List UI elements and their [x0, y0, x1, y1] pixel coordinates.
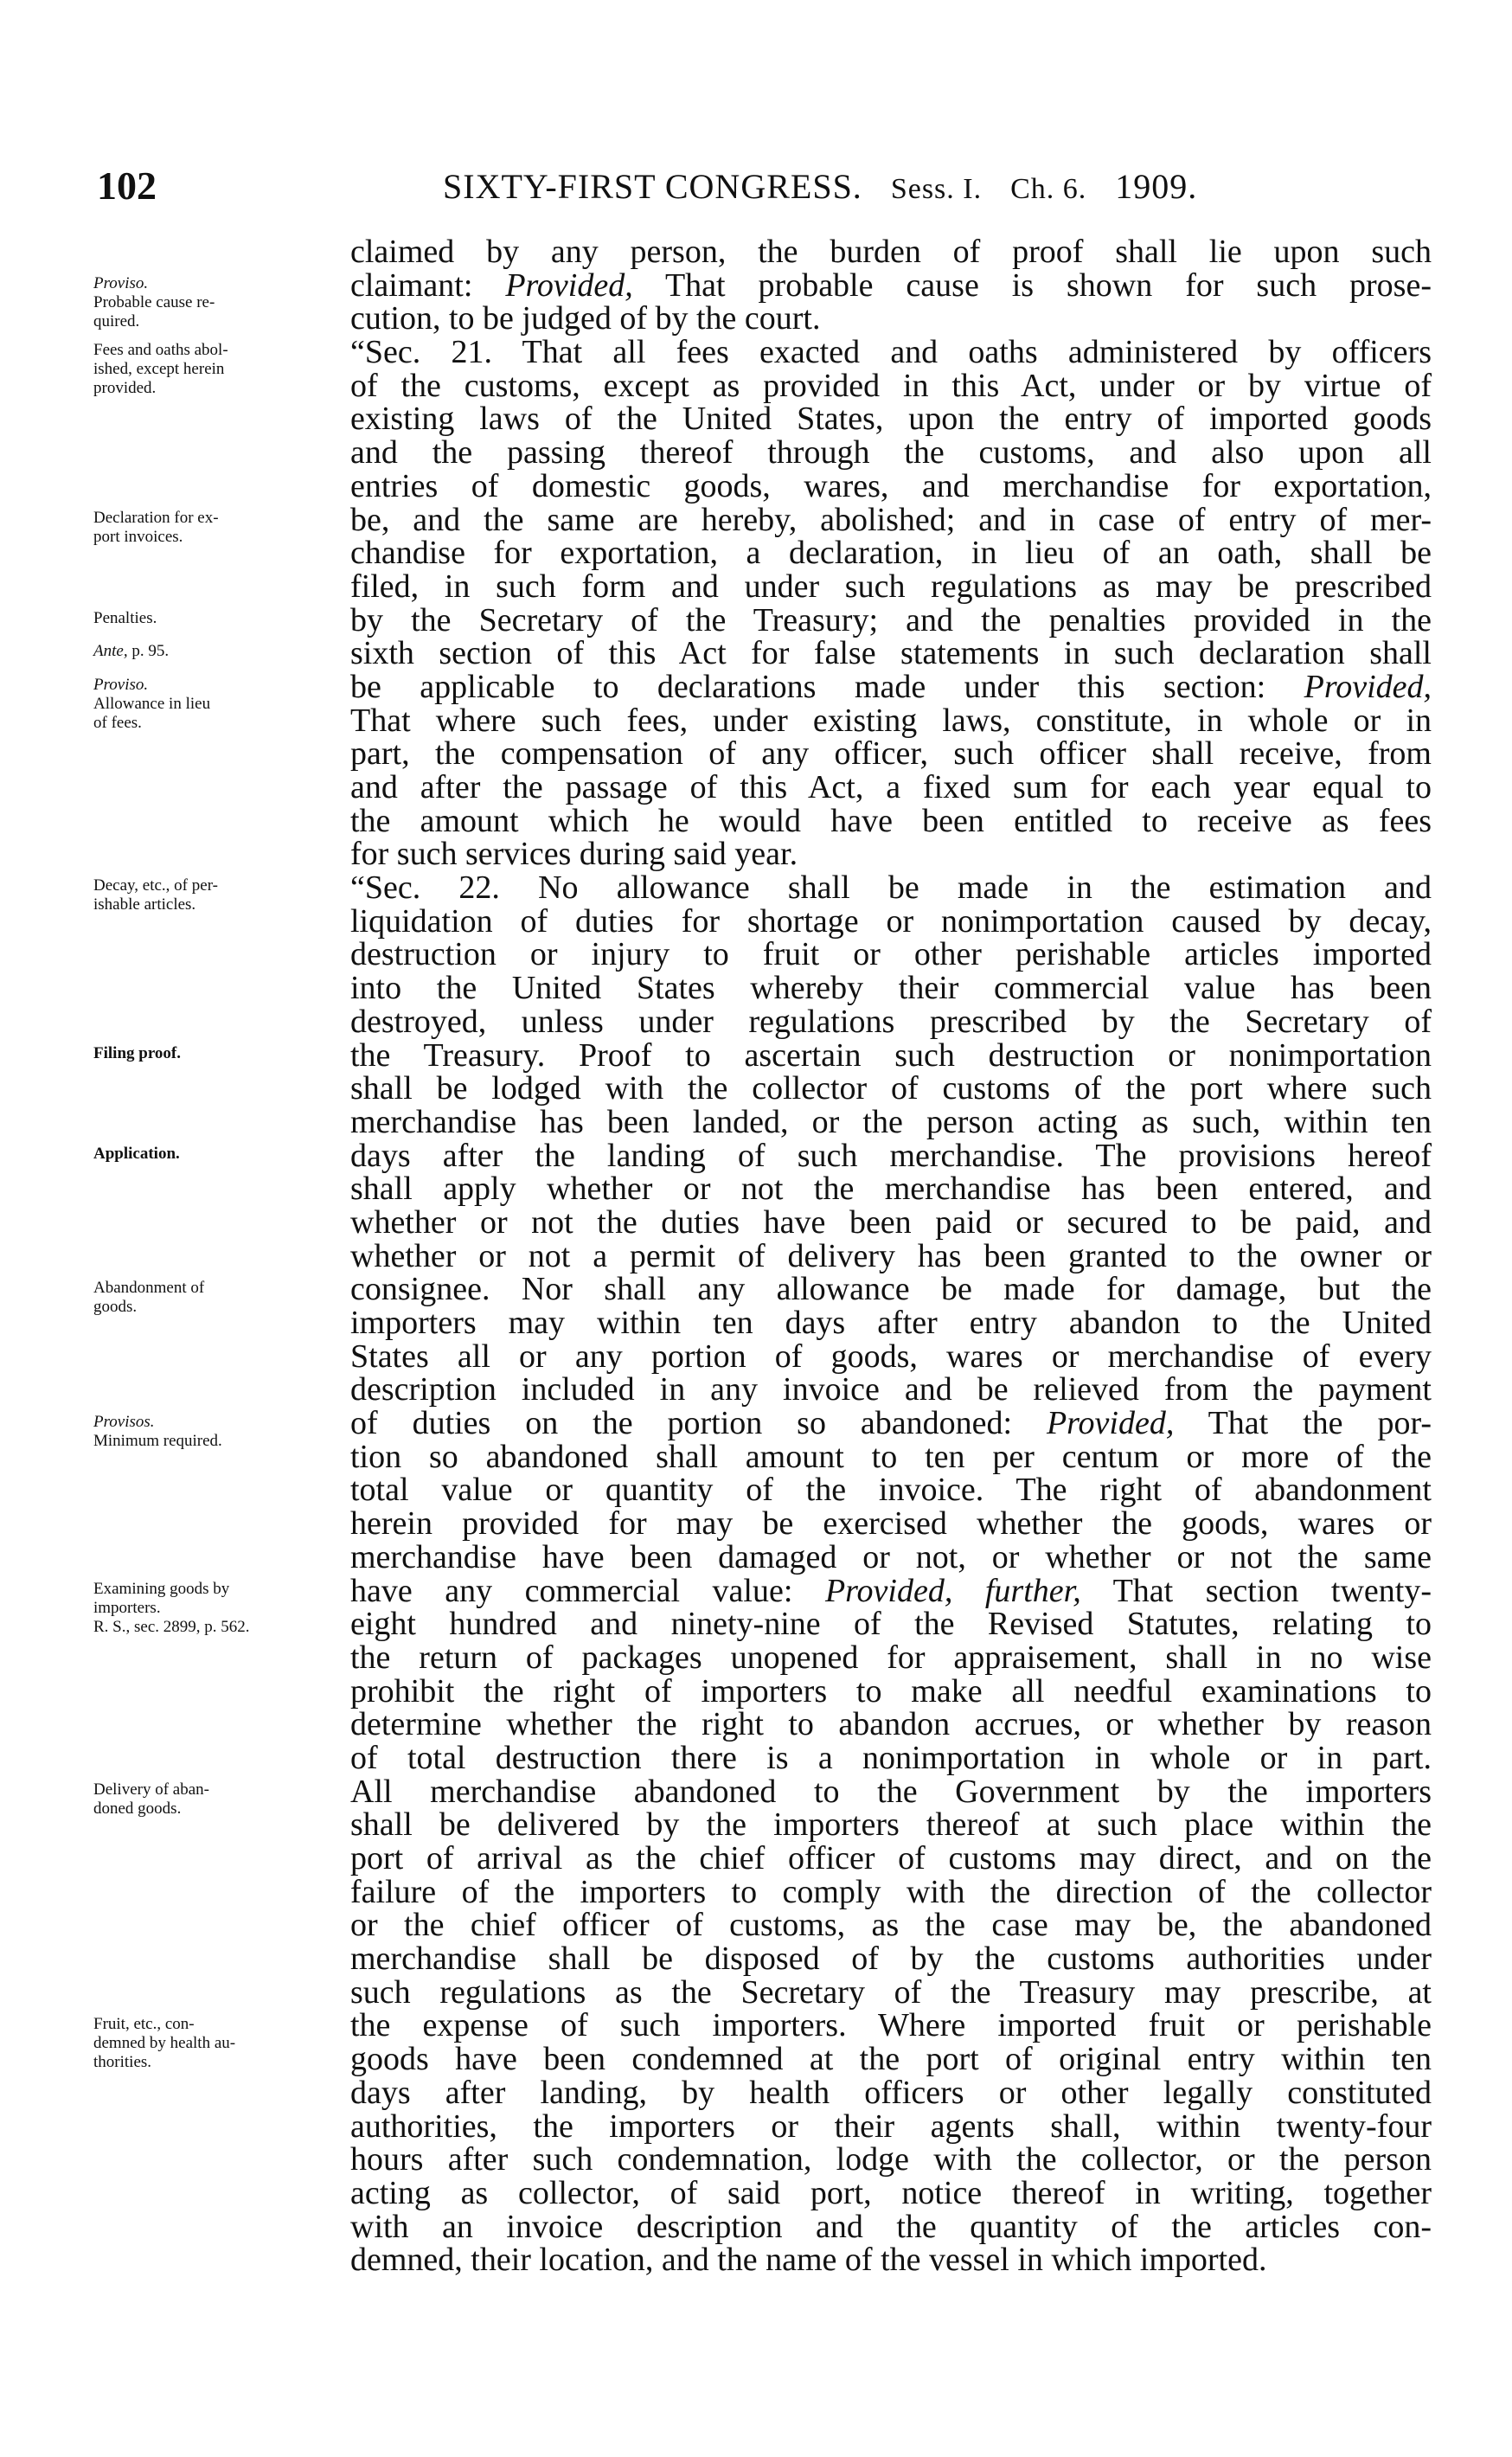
margin-note	[93, 609, 344, 628]
text-line: such regulations as the Secretary of the Treasury may prescribe, at	[350, 1973, 1432, 2011]
margin-note-line: Declaration for ex-	[93, 508, 219, 527]
text-line: whether or not a permit of delivery has been granted to the owner or	[350, 1237, 1432, 1274]
text-line: eight hundred and ninety-nine of the Revised Statutes, relating to	[350, 1606, 1432, 1643]
text-line: All merchandise abandoned to the Government by the importers	[350, 1773, 1432, 1810]
text-line: prohibit the right of importers to make all needful examinations to	[350, 1672, 1432, 1710]
body-text	[350, 235, 1432, 2277]
text-line: claimant: Provided, That probable cause is shown for such prose-	[350, 266, 1432, 304]
text-line: existing laws of the United States, upon the entry of imported goods	[350, 401, 1432, 438]
margin-note-line: R. S., sec. 2899, p. 562.	[93, 1618, 250, 1636]
margin-note	[93, 876, 344, 914]
margin-note-line: Fruit, etc., con-	[93, 2015, 195, 2034]
margin-note-line: Examining goods by	[93, 1580, 230, 1598]
text-line: filed, in such form and under such regulations as may be prescribed	[350, 568, 1432, 605]
text-line: of duties on the portion so abandoned: Provided, That the por-	[350, 1405, 1432, 1442]
text-line: with an invoice description and the quantity of the articles con-	[350, 2208, 1432, 2245]
margin-note	[93, 676, 344, 733]
margin-note-line: Proviso.	[93, 676, 149, 695]
margin-note-line: Fees and oaths abol-	[93, 341, 228, 360]
margin-note-line: goods.	[93, 1297, 138, 1316]
margin-note-line: Probable cause re-	[93, 292, 215, 311]
margin-note-line: of fees.	[93, 714, 142, 733]
text-line: That where such fees, under existing laws, constitute, in whole or in	[350, 702, 1432, 739]
text-line: the amount which he would have been entitled to receive as fees	[350, 802, 1432, 839]
margin-note-line: demned by health au-	[93, 2034, 236, 2053]
chapter-label: Ch. 6.	[1010, 173, 1087, 205]
text-line: shall apply whether or not the merchandise has been entered, and	[350, 1171, 1432, 1208]
margin-note-line: port invoices.	[93, 527, 183, 546]
margin-note-line: Abandonment of	[93, 1278, 205, 1297]
text-line: port of arrival as the chief officer of customs may direct, and on the	[350, 1840, 1432, 1876]
page-header	[97, 163, 1377, 215]
text-line: cution, to be judged of by the court.	[350, 300, 821, 337]
text-line: “Sec. 22. No allowance shall be made in the estimation and	[350, 869, 1432, 907]
margin-note-line: provided.	[93, 379, 157, 398]
margin-note-line: importers.	[93, 1599, 161, 1617]
margin-note-line: ished, except herein	[93, 360, 225, 379]
year-label: 1909.	[1115, 167, 1198, 206]
text-line: and the passing thereof through the customs, and also upon all	[350, 434, 1432, 472]
margin-note-line: Allowance in lieu	[93, 695, 211, 714]
text-line: liquidation of duties for shortage or nonimportation caused by decay,	[350, 902, 1432, 940]
text-line: days after the landing of such merchandise. The provisions hereof	[350, 1137, 1432, 1174]
margin-note-line: thorities.	[93, 2053, 152, 2072]
text-line: determine whether the right to abandon accrues, or whether by reason	[350, 1706, 1432, 1743]
text-line: the Treasury. Proof to ascertain such destruction or nonimportation	[350, 1036, 1432, 1074]
text-line: into the United States whereby their commercial value has been	[350, 970, 1432, 1007]
text-line: goods have been condemned at the port of original entry within ten	[350, 2041, 1432, 2078]
margin-note	[93, 341, 344, 398]
margin-note	[93, 509, 344, 547]
text-line: authorities, the importers or their agents shall, within twenty-four	[350, 2107, 1432, 2145]
margin-note-line: Provisos.	[93, 1412, 155, 1431]
text-line: and after the passage of this Act, a fixed sum for each year equal to	[350, 769, 1432, 805]
text-line: be, and the same are hereby, abolished; and in case of entry of mer-	[350, 501, 1432, 538]
margin-note-line: Application.	[93, 1144, 180, 1163]
margin-note-line: quired.	[93, 311, 140, 330]
margin-note-line: Penalties.	[93, 608, 157, 627]
text-line: of the customs, except as provided in this Act, under or by virtue of	[350, 367, 1432, 404]
text-line: of total destruction there is a nonimportation in whole or in part.	[350, 1739, 1432, 1776]
text-line: hours after such condemnation, lodge with the collector, or the person	[350, 2141, 1432, 2178]
text-line: herein provided for may be exercised whether the goods, wares or	[350, 1505, 1432, 1543]
margin-note	[93, 642, 344, 661]
text-line: or the chief officer of customs, as the case may be, the abandoned	[350, 1907, 1432, 1944]
margin-note	[93, 1580, 344, 1637]
margin-note	[93, 274, 344, 331]
text-line: the expense of such importers. Where imported fruit or perishable	[350, 2007, 1432, 2044]
text-line: shall be lodged with the collector of customs of the port where such	[350, 1070, 1432, 1107]
margin-note	[93, 1413, 344, 1451]
text-line: importers may within ten days after entry abandon to the United	[350, 1305, 1432, 1341]
margin-note-line: Filing proof.	[93, 1043, 181, 1062]
margin-note-line: Proviso.	[93, 273, 149, 292]
text-line: destroyed, unless under regulations prescribed by the Secretary of	[350, 1003, 1432, 1040]
margin-note	[93, 1279, 344, 1317]
text-line: total value or quantity of the invoice. The right of abandonment	[350, 1472, 1432, 1509]
page-number: 102	[97, 164, 157, 208]
text-line: by the Secretary of the Treasury; and the penalties provided in the	[350, 601, 1432, 638]
text-line: tion so abandoned shall amount to ten per centum or more of the	[350, 1438, 1432, 1475]
margin-note	[93, 1145, 344, 1164]
text-line: have any commercial value: Provided, further, That section twenty-	[350, 1572, 1432, 1609]
text-line: “Sec. 21. That all fees exacted and oaths administered by officers	[350, 334, 1432, 371]
text-line: entries of domestic goods, wares, and merchandise for exportation,	[350, 467, 1432, 504]
text-line: acting as collector, of said port, notice thereof in writing, together	[350, 2174, 1432, 2211]
text-line: demned, their location, and the name of the vessel in which imported.	[350, 2242, 1267, 2279]
text-line: description included in any invoice and be relieved from the payment	[350, 1371, 1432, 1408]
margin-note-line: ishable articles.	[93, 895, 196, 914]
session-label: Sess. I.	[890, 173, 983, 205]
text-line: part, the compensation of any officer, such officer shall receive, from	[350, 735, 1432, 773]
margin-note-line: doned goods.	[93, 1799, 182, 1819]
text-line: for such services during said year.	[350, 836, 798, 873]
text-line: merchandise shall be disposed of by the customs authorities under	[350, 1941, 1432, 1978]
text-line: the return of packages unopened for appraisement, shall in no wise	[350, 1639, 1432, 1676]
margin-note-line: Delivery of aban-	[93, 1780, 209, 1799]
text-line: merchandise have been damaged or not, or whether or not the same	[350, 1538, 1432, 1575]
margin-note-line: Ante, p. 95.	[93, 642, 170, 661]
text-line: States all or any portion of goods, wares or merchandise of every	[350, 1338, 1432, 1375]
text-line: destruction or injury to fruit or other perishable articles imported	[350, 936, 1432, 973]
text-line: merchandise has been landed, or the person acting as such, within ten	[350, 1103, 1432, 1140]
running-head	[443, 166, 1197, 207]
text-line: whether or not the duties have been paid or secured to be paid, and	[350, 1203, 1432, 1241]
text-line: sixth section of this Act for false statements in such declaration shall	[350, 635, 1432, 672]
margin-note	[93, 1044, 344, 1063]
text-line: claimed by any person, the burden of proof shall lie upon such	[350, 234, 1432, 270]
congress-title: SIXTY-FIRST CONGRESS.	[443, 167, 862, 206]
margin-note	[93, 2015, 344, 2072]
margin-note	[93, 1780, 344, 1819]
margin-note-line: Minimum required.	[93, 1431, 222, 1450]
text-line: be applicable to declarations made under this section: Provided,	[350, 668, 1432, 705]
text-line: chandise for exportation, a declaration, in lieu of an oath, shall be	[350, 535, 1432, 572]
text-line: shall be delivered by the importers thereof at such place within the	[350, 1806, 1432, 1844]
text-line: failure of the importers to comply with the direction of the collector	[350, 1873, 1432, 1910]
margin-note-line: Decay, etc., of per-	[93, 876, 218, 895]
text-line: days after landing, by health officers or other legally constituted	[350, 2074, 1432, 2111]
text-line: consignee. Nor shall any allowance be made for damage, but the	[350, 1271, 1432, 1308]
